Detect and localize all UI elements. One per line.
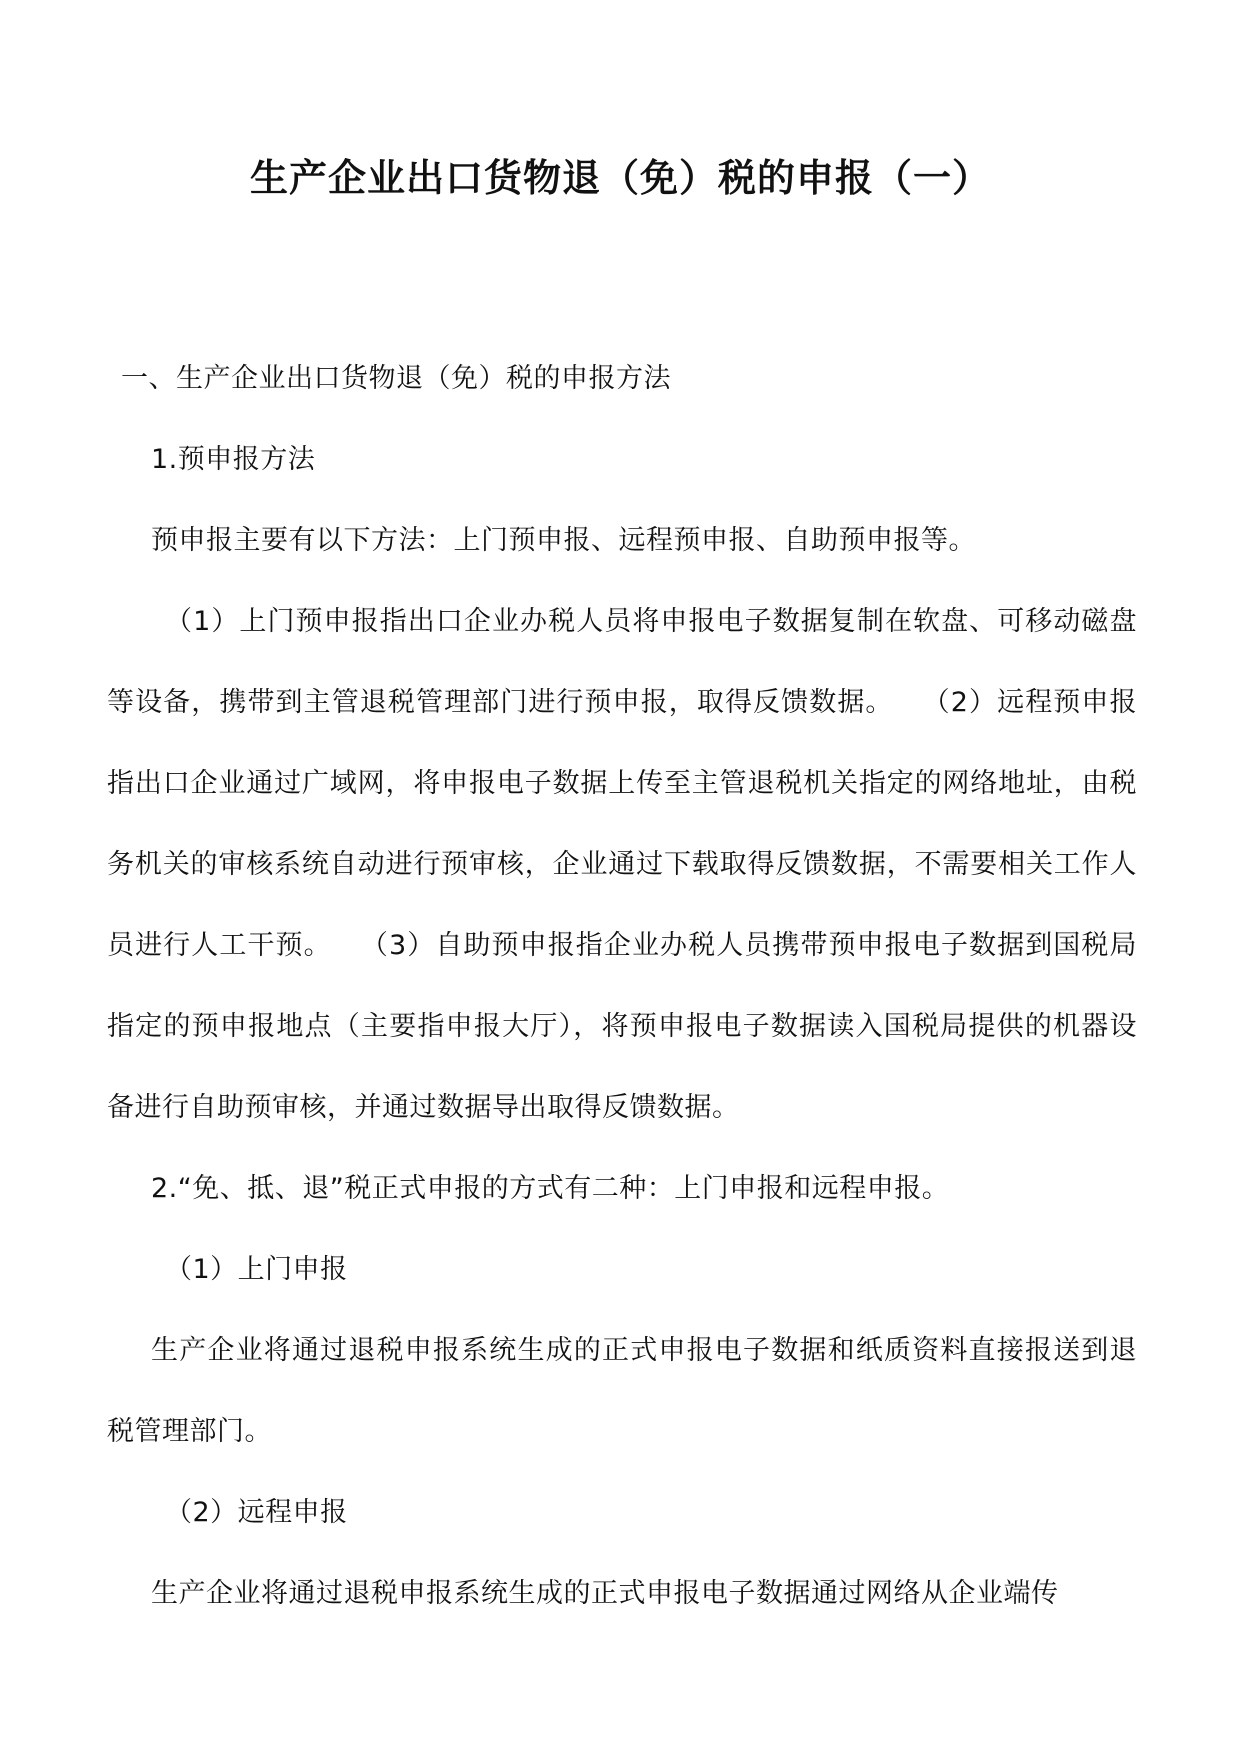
document-body (107, 338, 1137, 1634)
body-paragraph: （1）上门预申报指出口企业办税人员将申报电子数据复制在软盘、可移动磁盘等设备，携带到主管退税管理部门进行预申报，取得反馈数据。 （2）远程预申报指出口企业通过广域网，将申报电子数据上传至主管退税机关指定的网络地址，由税务机关的审核系统自动进行预审核，企业通过下载取得反馈数据，不需要相关工作人员进行人工干预。 （3）自助预申报指企业办税人员携带预申报电子数据到国税局指定的预申报地点（主要指申报大厅），将预申报电子数据读入国税局提供的机器设备进行自助预审核，并通过数据导出取得反馈数据。 (107, 606, 1137, 1123)
document-title: 生产企业出口货物退（免）税的申报（一） (249, 156, 991, 200)
body-paragraph: 预申报主要有以下方法：上门预申报、远程预申报、自助预申报等。 (151, 525, 976, 556)
body-paragraph: 生产企业将通过退税申报系统生成的正式申报电子数据和纸质资料直接报送到退税管理部门。 (107, 1335, 1137, 1447)
subsection-heading: 2.“免、抵、退”税正式申报的方式有二种：上门申报和远程申报。 (151, 1173, 950, 1204)
item-heading: （2）远程申报 (165, 1497, 348, 1528)
subsection-heading: 1.预申报方法 (151, 444, 316, 475)
section-heading: 一、生产企业出口货物退（免）税的申报方法 (121, 363, 671, 394)
body-paragraph: 生产企业将通过退税申报系统生成的正式申报电子数据通过网络从企业端传 (151, 1578, 1059, 1609)
item-heading: （1）上门申报 (165, 1254, 348, 1285)
